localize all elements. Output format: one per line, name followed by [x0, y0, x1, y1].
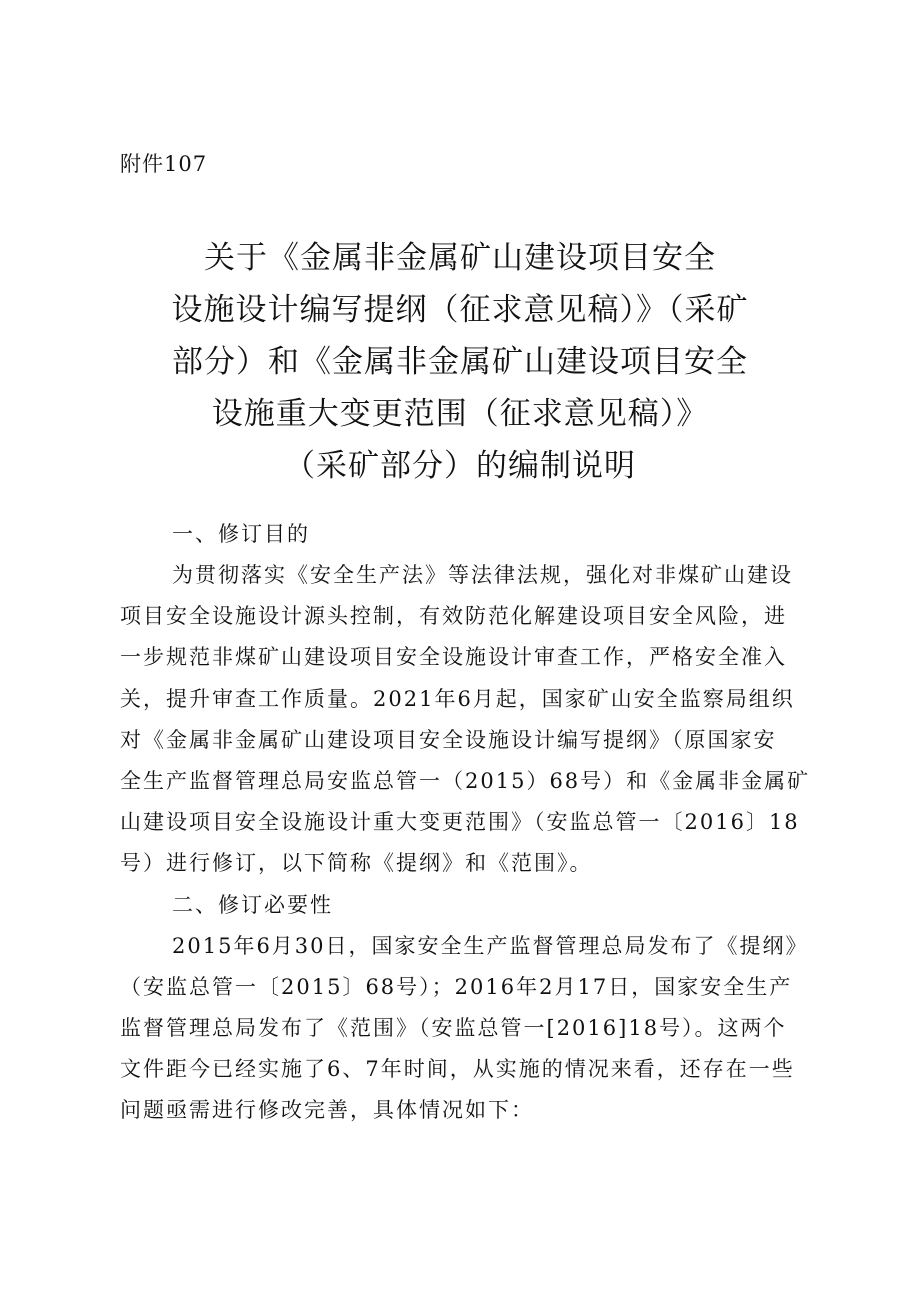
text-line: （安监总管一〔2015〕68号）；2016年2月17日，国家安全生产: [120, 974, 793, 999]
text-line: 项目安全设施设计源头控制，有效防范化解建设项目安全风险，进: [120, 604, 787, 629]
text-line: 关，提升审查工作质量。2021年6月起，国家矿山安全监察局组织: [120, 686, 795, 711]
paragraph-purpose: [120, 555, 810, 885]
attachment-label: 附件107: [120, 152, 208, 176]
title-line: （采矿部分）的编制说明: [284, 448, 636, 484]
text-line: 对《金属非金属矿山建设项目安全设施设计编写提纲》（原国家安: [120, 727, 777, 752]
document-body: [120, 514, 810, 1131]
document-title: [100, 232, 820, 492]
section-heading-necessity: 二、修订必要性: [172, 892, 333, 917]
title-line: 部分）和《金属非金属矿山建设项目安全: [172, 344, 748, 380]
text-line: 山建设项目安全设施设计重大变更范围》（安监总管一〔2016〕18: [120, 810, 800, 835]
section-heading-purpose: 一、修订目的: [172, 522, 310, 546]
text-line: 监督管理总局发布了《范围》（安监总管一[2016]18号）。这两个: [120, 1015, 787, 1040]
text-line: 号）进行修订，以下简称《提纲》和《范围》。: [120, 851, 593, 876]
paragraph-necessity: [120, 926, 810, 1132]
title-line: 关于《金属非金属矿山建设项目安全: [204, 240, 716, 276]
text-line: 文件距今已经实施了6、7年时间，从实施的情况来看，还存在一些: [120, 1057, 795, 1082]
text-line: 问题亟需进行修改完善，具体情况如下：: [120, 1098, 534, 1123]
text-line: 全生产监督管理总局安监总管一（2015）68号）和《金属非金属矿: [120, 768, 811, 793]
text-line: 2015年6月30日，国家安全生产监督管理总局发布了《提纲》: [172, 933, 809, 958]
title-line: 设施重大变更范围（征求意见稿）》: [211, 396, 709, 432]
text-line: 一步规范非煤矿山建设项目安全设施设计审查工作，严格安全准入: [120, 645, 787, 670]
text-line: 为贯彻落实《安全生产法》等法律法规，强化对非煤矿山建设: [172, 563, 793, 587]
title-line: 设施设计编写提纲（征求意见稿）》（采矿: [171, 292, 749, 328]
